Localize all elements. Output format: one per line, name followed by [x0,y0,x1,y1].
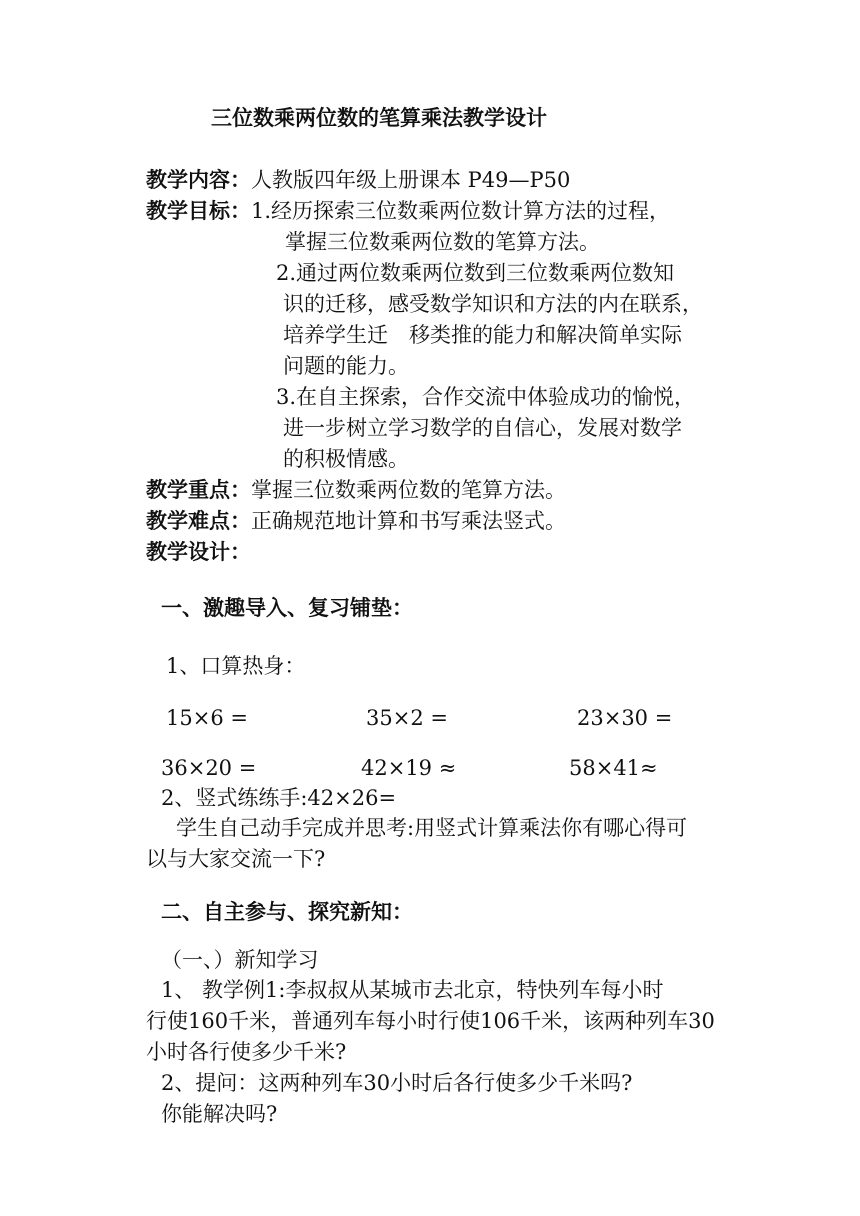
warmup-item: 42×19 ≈ [361,756,457,780]
vertical-practice: 2、竖式练练手:42×26= [161,786,397,810]
goal-3-line-1: 3.在自主探索，合作交流中体验成功的愉悦， [276,385,696,409]
difficulty-label: 教学难点： [146,508,251,533]
goal-2-line-3: 培养学生迁 移类推的能力和解决简单实际 [283,323,682,347]
new-knowledge-subheading: （一、）新知学习 [161,948,319,972]
difficulty-row [146,505,566,537]
key-point-value: 掌握三位数乘两位数的笔算方法。 [251,478,566,502]
goals-row [146,195,670,227]
example-line-2: 行使160千米，普通列车每小时行使106千米，该两种列车30 [146,1009,715,1033]
content-value: 人教版四年级上册课本 P49—P50 [251,168,571,192]
content-label: 教学内容： [146,167,251,192]
goal-2-line-1: 2.通过两位数乘两位数到三位数乘两位数知 [276,261,675,285]
prompt-line-2: 以与大家交流一下? [146,847,326,871]
document-title: 三位数乘两位数的笔算乘法教学设计 [211,105,547,130]
key-point-label: 教学重点： [146,477,251,502]
warmup-item: 15×6 = [166,706,248,730]
warmup-label: 1、口算热身： [166,654,306,678]
question-line-1: 2、提问：这两种列车30小时后各行使多少千米吗? [161,1071,633,1095]
content-row [146,164,570,196]
section-2-heading: 二、自主参与、探究新知： [161,899,413,924]
section-1-heading: 一、激趣导入、复习铺垫： [161,595,413,620]
warmup-item: 36×20 = [161,756,257,780]
warmup-item: 58×41≈ [569,756,658,780]
difficulty-value: 正确规范地计算和书写乘法竖式。 [251,509,566,533]
goal-3-line-3: 的积极情感。 [283,447,409,471]
goals-label: 教学目标： [146,198,251,223]
goal-2-line-4: 问题的能力。 [283,354,409,378]
design-label: 教学设计： [146,539,251,564]
question-line-2: 你能解决吗? [161,1102,278,1126]
key-point-row [146,474,566,506]
goal-3-line-2: 进一步树立学习数学的自信心，发展对数学 [283,416,682,440]
warmup-item: 35×2 = [366,706,448,730]
example-line-3: 小时各行使多少千米? [146,1040,347,1064]
prompt-line-1: 学生自己动手完成并思考:用竖式计算乘法你有哪心得可 [176,816,688,840]
warmup-item: 23×30 = [577,706,673,730]
example-line-1: 1、 教学例1:李叔叔从某城市去北京，特快列车每小时 [161,978,664,1002]
goal-1-line-1: 1.经历探索三位数乘两位数计算方法的过程， [251,199,671,223]
goal-1-line-2: 掌握三位数乘两位数的笔算方法。 [285,230,600,254]
goal-2-line-2: 识的迁移，感受数学知识和方法的内在联系， [283,292,703,316]
